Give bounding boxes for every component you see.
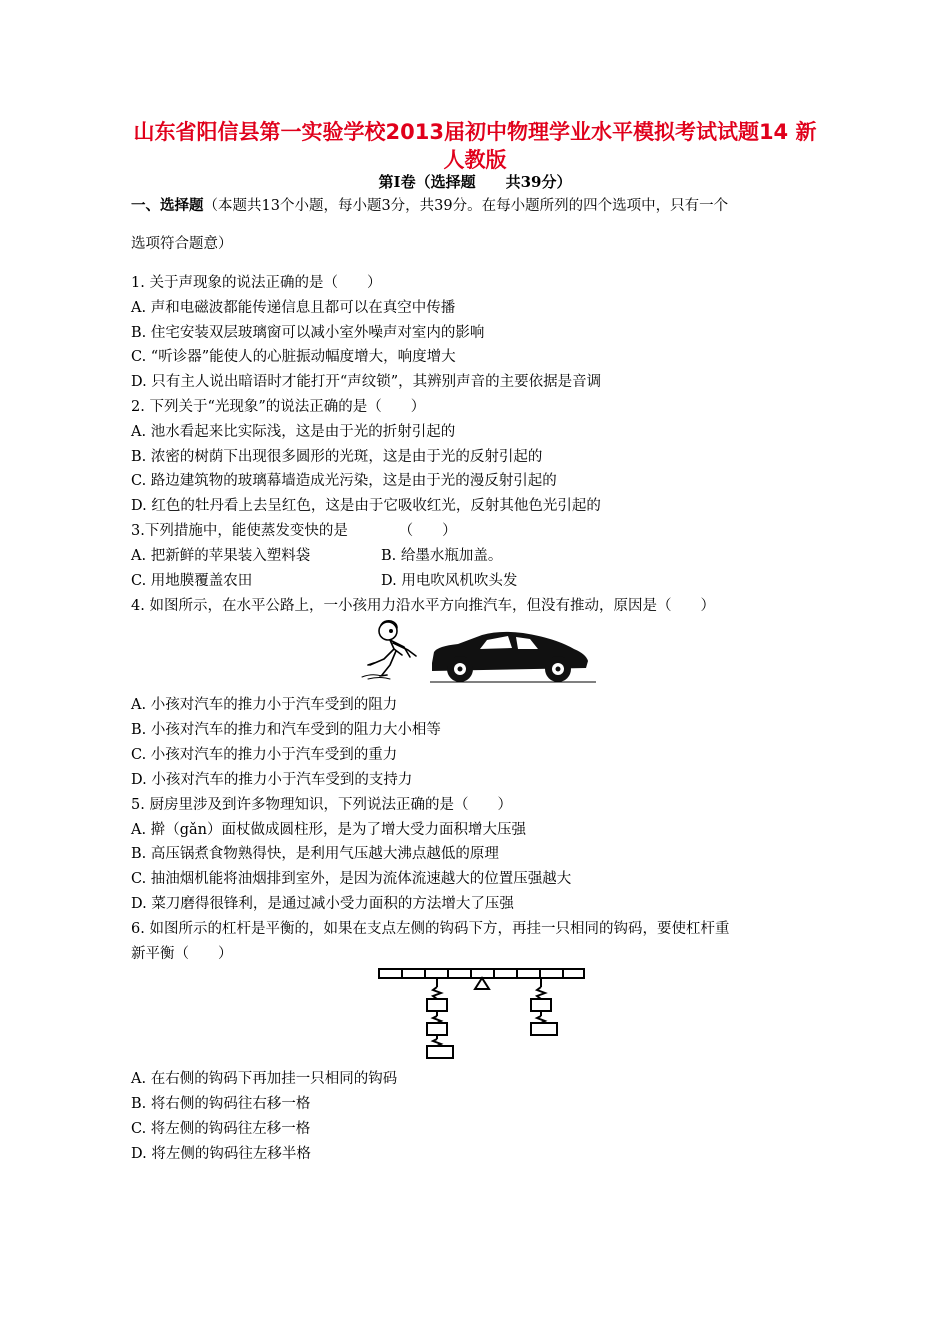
q2-option-a: A. 池水看起来比实际浅，这是由于光的折射引起的	[131, 424, 456, 440]
q2-stem: 2. 下列关于“光现象”的说法正确的是（ ）	[131, 399, 426, 415]
q6-option-d: D. 将左侧的钩码往左移半格	[131, 1146, 311, 1162]
right-weights	[531, 978, 557, 1035]
child-figure	[362, 621, 416, 679]
q1-option-d: D. 只有主人说出暗语时才能打开“声纹锁”，其辨别声音的主要依据是音调	[131, 374, 602, 390]
q2-option-c: C. 路边建筑物的玻璃幕墙造成光污染，这是由于光的漫反射引起的	[131, 473, 557, 489]
q2-option-b: B. 浓密的树荫下出现很多圆形的光斑，这是由于光的反射引起的	[131, 449, 543, 465]
q3-option-b: B. 给墨水瓶加盖。	[381, 548, 503, 564]
q3-option-d: D. 用电吹风机吹头发	[381, 573, 518, 589]
q6-option-c: C. 将左侧的钩码往左移一格	[131, 1121, 311, 1137]
q1-stem: 1. 关于声现象的说法正确的是（ ）	[131, 275, 382, 291]
q3-option-a: A. 把新鲜的苹果装入塑料袋	[131, 548, 311, 564]
title-line-1: 山东省阳信县第一实验学校2013届初中物理学业水平模拟考试试题14 新	[133, 120, 817, 144]
q3-stem: 3.下列措施中，能使蒸发变快的是 （ ）	[131, 523, 457, 539]
document-title	[120, 118, 830, 174]
q6-option-b: B. 将右侧的钩码往右移一格	[131, 1096, 311, 1112]
part-description: （本题共13个小题，每小题3分，共39分。在每小题所列的四个选项中，只有一个	[203, 198, 729, 214]
q1-option-c: C. “听诊器”能使人的心脏振动幅度增大，响度增大	[131, 349, 456, 365]
lever-figure	[376, 965, 588, 1065]
part-intro	[131, 196, 728, 216]
left-weights	[427, 978, 453, 1058]
q4-option-d: D. 小孩对汽车的推力小于汽车受到的支持力	[131, 772, 413, 788]
q4-option-b: B. 小孩对汽车的推力和汽车受到的阻力大小相等	[131, 722, 441, 738]
lever-bar	[379, 969, 584, 978]
q1-option-a: A. 声和电磁波都能传递信息且都可以在真空中传播	[131, 300, 456, 316]
q5-option-a: A. 擀（gǎn）面杖做成圆柱形，是为了增大受力面积增大压强	[131, 822, 526, 838]
q4-option-a: A. 小孩对汽车的推力小于汽车受到的阻力	[131, 697, 398, 713]
q3-option-c: C. 用地膜覆盖农田	[131, 573, 253, 589]
q5-option-d: D. 菜刀磨得很锋利，是通过减小受力面积的方法增大了压强	[131, 896, 514, 912]
q5-stem: 5. 厨房里涉及到许多物理知识，下列说法正确的是（ ）	[131, 797, 512, 813]
fulcrum	[475, 978, 489, 989]
q5-option-b: B. 高压锅煮食物熟得快，是利用气压越大沸点越低的原理	[131, 846, 499, 862]
q4-stem: 4. 如图所示，在水平公路上，一小孩用力沿水平方向推汽车，但没有推动，原因是（ ）	[131, 598, 715, 614]
q6-option-a: A. 在右侧的钩码下再加挂一只相同的钩码	[131, 1071, 398, 1087]
q6-stem-line-1: 6. 如图所示的杠杆是平衡的，如果在支点左侧的钩码下方，再挂一只相同的钩码，要使杠杆重	[131, 921, 730, 937]
car-figure	[430, 632, 596, 682]
child-pushing-car-figure	[360, 619, 600, 685]
part-description-cont: 选项符合题意）	[131, 236, 233, 252]
q2-option-d: D. 红色的牡丹看上去呈红色，这是由于它吸收红光，反射其他色光引起的	[131, 498, 601, 514]
q1-option-b: B. 住宅安装双层玻璃窗可以减小室外噪声对室内的影响	[131, 325, 485, 341]
title-line-2: 人教版	[443, 148, 507, 172]
q5-option-c: C. 抽油烟机能将油烟排到室外，是因为流体流速越大的位置压强越大	[131, 871, 572, 887]
q4-option-c: C. 小孩对汽车的推力小于汽车受到的重力	[131, 747, 398, 763]
q6-stem-line-2: 新平衡（ ）	[131, 946, 233, 962]
section-header: 第Ⅰ卷（选择题 共39分）	[378, 173, 572, 191]
part-label: 一、选择题	[131, 197, 204, 214]
